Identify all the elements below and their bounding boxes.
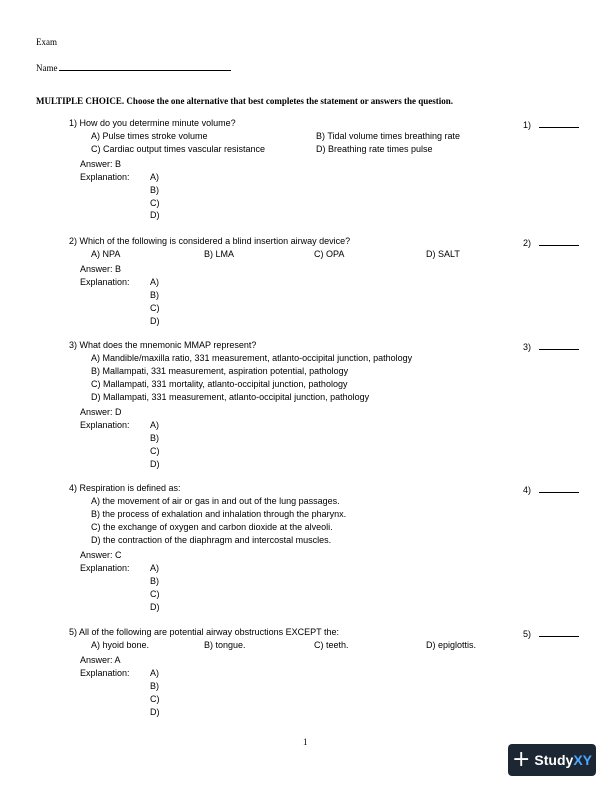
explanation-label: Explanation: <box>80 172 130 182</box>
answer-value: A <box>114 655 121 665</box>
option: D) SALT <box>426 249 460 259</box>
option: D) Breathing rate times pulse <box>316 144 433 154</box>
answer-blank <box>523 483 579 496</box>
badge-brand: Study <box>534 752 574 768</box>
blank-line <box>539 340 579 350</box>
explanation-c: C) <box>150 198 160 208</box>
answer-value: C <box>115 550 122 560</box>
option: A) Pulse times stroke volume <box>91 131 208 141</box>
blank-line <box>539 118 579 128</box>
question-number: 2) <box>523 238 532 248</box>
explanation-a: A) <box>150 172 159 182</box>
explanation-b: B) <box>150 433 159 443</box>
explanation-b: B) <box>150 290 159 300</box>
question-number: 4) <box>523 485 532 495</box>
answer-label: Answer: <box>80 655 113 665</box>
explanation-a: A) <box>150 277 159 287</box>
answer-line <box>80 655 121 666</box>
studyxy-badge[interactable] <box>508 744 596 776</box>
exam-label: Exam <box>36 37 57 47</box>
answer-label: Answer: <box>80 407 113 417</box>
answer-blank <box>523 118 579 131</box>
answer-value: D <box>115 407 122 417</box>
answer-line <box>80 407 122 418</box>
explanation-a: A) <box>150 668 159 678</box>
name-field <box>36 61 231 74</box>
question-number: 1) <box>523 120 532 130</box>
blank-line <box>539 483 579 493</box>
question-stem: 1) How do you determine minute volume? <box>69 118 236 128</box>
option: C) the exchange of oxygen and carbon dioxide at the alveoli. <box>91 522 333 532</box>
explanation-d: D) <box>150 316 160 326</box>
option: A) NPA <box>91 249 121 259</box>
blank-line <box>539 236 579 246</box>
answer-line <box>80 550 122 561</box>
explanation-a: A) <box>150 420 159 430</box>
question-number: 5) <box>523 629 532 639</box>
option: C) Cardiac output times vascular resistance <box>91 144 266 154</box>
explanation-label: Explanation: <box>80 668 130 678</box>
answer-label: Answer: <box>80 264 113 274</box>
question-stem: 4) Respiration is defined as: <box>69 483 181 493</box>
name-label: Name <box>36 63 58 73</box>
answer-label: Answer: <box>80 159 113 169</box>
option: D) epiglottis. <box>426 640 477 650</box>
page-number: 1 <box>303 737 308 747</box>
question-number: 3) <box>523 342 532 352</box>
explanation-b: B) <box>150 681 159 691</box>
plus-icon: + <box>511 747 531 772</box>
option: A) the movement of air or gas in and out of the lung passages. <box>91 496 340 506</box>
explanation-b: B) <box>150 185 159 195</box>
explanation-c: C) <box>150 694 160 704</box>
question-stem: 3) What does the mnemonic MMAP represent? <box>69 340 257 350</box>
explanation-label: Explanation: <box>80 277 130 287</box>
explanation-c: C) <box>150 589 160 599</box>
explanation-b: B) <box>150 576 159 586</box>
option: C) OPA <box>314 249 345 259</box>
option: B) tongue. <box>204 640 246 650</box>
option: B) LMA <box>204 249 235 259</box>
explanation-d: D) <box>150 459 160 469</box>
answer-blank <box>523 236 579 249</box>
answer-line <box>80 264 121 275</box>
option: B) the process of exhalation and inhalation through the pharynx. <box>91 509 347 519</box>
question-stem: 2) Which of the following is considered a blind insertion airway device? <box>69 236 351 246</box>
instructions: MULTIPLE CHOICE. Choose the one alternative that best completes the statement or answers the question. <box>36 96 453 106</box>
answer-label: Answer: <box>80 550 113 560</box>
explanation-d: D) <box>150 602 160 612</box>
option: C) Mallampati, 331 mortality, atlanto-occipital junction, pathology <box>91 379 348 389</box>
badge-accent: XY <box>573 752 592 768</box>
explanation-d: D) <box>150 210 160 220</box>
option: D) the contraction of the diaphragm and intercostal muscles. <box>91 535 332 545</box>
option: B) Mallampati, 331 measurement, aspiration potential, pathology <box>91 366 349 376</box>
option: C) teeth. <box>314 640 349 650</box>
explanation-label: Explanation: <box>80 563 130 573</box>
answer-blank <box>523 340 579 353</box>
explanation-label: Explanation: <box>80 420 130 430</box>
answer-value: B <box>115 159 122 169</box>
name-underline <box>59 61 231 71</box>
answer-line <box>80 159 121 170</box>
blank-line <box>539 627 579 637</box>
explanation-a: A) <box>150 563 159 573</box>
option: B) Tidal volume times breathing rate <box>316 131 461 141</box>
explanation-d: D) <box>150 707 160 717</box>
option: A) Mandible/maxilla ratio, 331 measurement, atlanto-occipital junction, pathology <box>91 353 413 363</box>
answer-value: B <box>115 264 122 274</box>
option: D) Mallampati, 331 measurement, atlanto-occipital junction, pathology <box>91 392 370 402</box>
explanation-c: C) <box>150 303 160 313</box>
option: A) hyoid bone. <box>91 640 150 650</box>
answer-blank <box>523 627 579 640</box>
explanation-c: C) <box>150 446 160 456</box>
question-stem: 5) All of the following are potential airway obstructions EXCEPT the: <box>69 627 339 637</box>
